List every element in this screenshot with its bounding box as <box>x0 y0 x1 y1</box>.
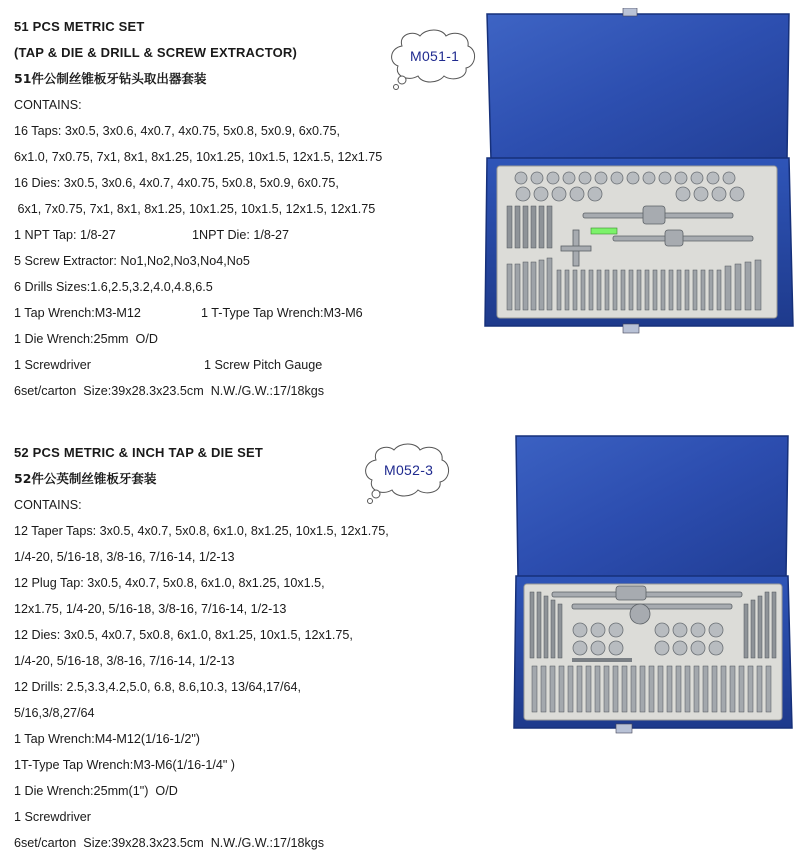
product-subtitle: (TAP & DIE & DRILL & SCREW EXTRACTOR) <box>14 45 298 60</box>
product-section-2 <box>0 430 800 855</box>
spec-line: 1 Tap Wrench:M4-M12(1/16-1/2") <box>14 732 200 746</box>
npt-die: 1NPT Die: 1/8-27 <box>192 228 290 242</box>
model-bubble <box>362 442 452 506</box>
spec-line: 12 Dies: 3x0.5, 4x0.7, 5x0.8, 6x1.0, 8x1.25, 10x1.5, 12x1.75, <box>14 628 353 642</box>
t-type-wrench: 1 T-Type Tap Wrench:M3-M6 <box>201 306 363 320</box>
screwdriver: 1 Screwdriver <box>14 358 91 372</box>
product-chinese-name: 52件公英制丝锥板牙套装 <box>14 471 157 486</box>
product-photo-case-2 <box>512 432 794 742</box>
tool-case-image <box>483 8 795 340</box>
spec-line <box>14 222 382 248</box>
npt-tap: 1 NPT Tap: 1/8-27 <box>14 228 116 242</box>
spec-line: 1 Die Wrench:25mm(1") O/D <box>14 784 178 798</box>
spec-line: 16 Taps: 3x0.5, 3x0.6, 4x0.7, 4x0.75, 5x0.8, 5x0.9, 6x0.75, <box>14 124 341 138</box>
packing-line: 6set/carton Size:39x28.3x23.5cm N.W./G.W.:17/18kgs <box>14 836 325 850</box>
spec-line: 1 Screwdriver <box>14 810 91 824</box>
extractor-line: 5 Screw Extractor: No1,No2,No3,No4,No5 <box>14 254 250 268</box>
spec-line: 12 Drills: 2.5,3.3,4.2,5.0, 6.8, 8.6,10.3, 13/64,17/64, <box>14 680 302 694</box>
spec-line: 1/4-20, 5/16-18, 3/8-16, 7/16-14, 1/2-13 <box>14 550 235 564</box>
drills-line: 6 Drills Sizes:1.6,2.5,3.2,4.0,4.8,6.5 <box>14 280 213 294</box>
spec-line: 1/4-20, 5/16-18, 3/8-16, 7/16-14, 1/2-13 <box>14 654 235 668</box>
tool-case-image <box>512 432 794 742</box>
spec-text-2 <box>14 440 389 855</box>
spec-text-1 <box>14 14 382 404</box>
contains-label: CONTAINS: <box>14 498 82 512</box>
model-number: M052-3 <box>384 462 434 478</box>
spec-line: 12 Taper Taps: 3x0.5, 4x0.7, 5x0.8, 6x1.0, 8x1.25, 10x1.5, 12x1.75, <box>14 524 389 538</box>
model-number: M051-1 <box>410 48 460 64</box>
product-chinese-name: 51件公制丝锥板牙钻头取出器套装 <box>14 71 207 86</box>
spec-line: 12 Plug Tap: 3x0.5, 4x0.7, 5x0.8, 6x1.0, 8x1.25, 10x1.5, <box>14 576 325 590</box>
spec-line: 12x1.75, 1/4-20, 5/16-18, 3/8-16, 7/16-14, 1/2-13 <box>14 602 287 616</box>
packing-line: 6set/carton Size:39x28.3x23.5cm N.W./G.W.:17/18kgs <box>14 384 325 398</box>
contains-label: CONTAINS: <box>14 98 82 112</box>
product-title: 52 PCS METRIC & INCH TAP & DIE SET <box>14 445 264 460</box>
spec-line: 6x1.0, 7x0.75, 7x1, 8x1, 8x1.25, 10x1.25, 10x1.5, 12x1.5, 12x1.75 <box>14 150 383 164</box>
spec-line: 1T-Type Tap Wrench:M3-M6(1/16-1/4" ) <box>14 758 235 772</box>
spec-line: 5/16,3/8,27/64 <box>14 706 95 720</box>
tap-wrench: 1 Tap Wrench:M3-M12 <box>14 306 141 320</box>
spec-line <box>14 300 382 326</box>
spec-line: 6x1, 7x0.75, 7x1, 8x1, 8x1.25, 10x1.25, 10x1.5, 12x1.5, 12x1.75 <box>14 202 376 216</box>
product-photo-case-1 <box>483 8 795 340</box>
spec-line: 16 Dies: 3x0.5, 3x0.6, 4x0.7, 4x0.75, 5x0.8, 5x0.9, 6x0.75, <box>14 176 339 190</box>
die-wrench-line: 1 Die Wrench:25mm O/D <box>14 332 158 346</box>
spec-line <box>14 352 382 378</box>
model-bubble <box>388 28 478 92</box>
pitch-gauge: 1 Screw Pitch Gauge <box>204 358 323 372</box>
product-title: 51 PCS METRIC SET <box>14 19 145 34</box>
